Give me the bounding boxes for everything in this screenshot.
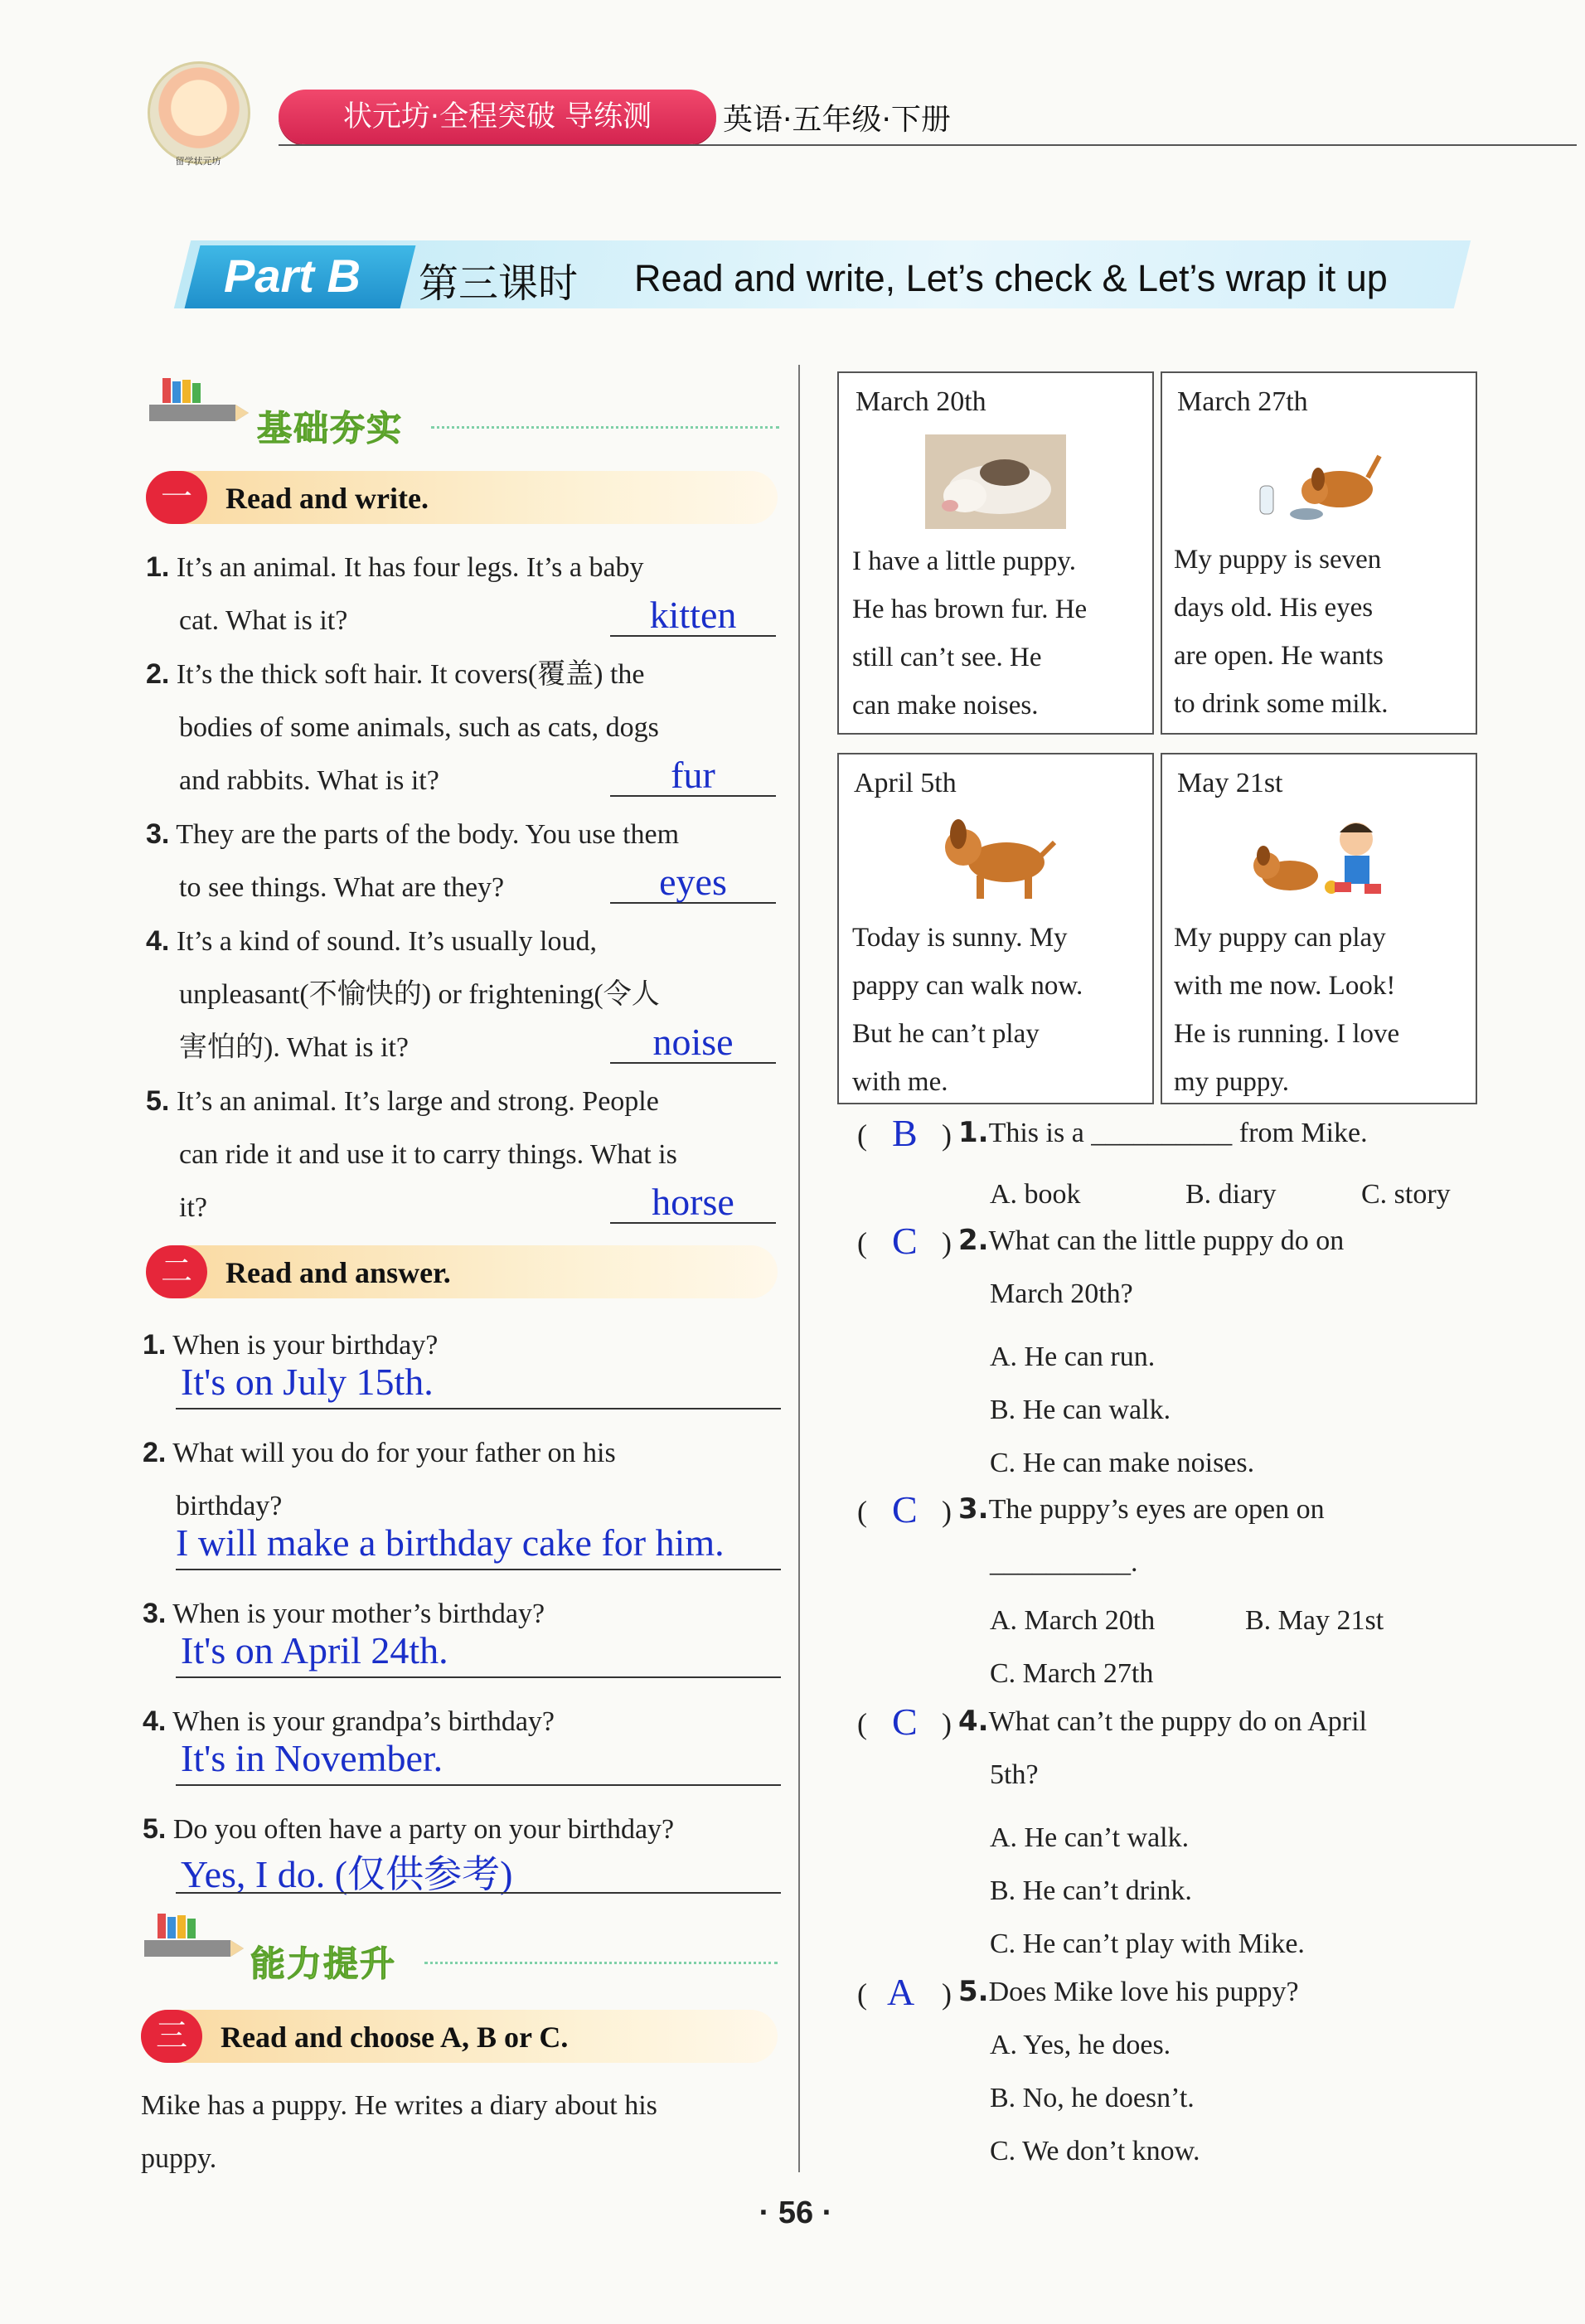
mc-answer-1: B (892, 1112, 918, 1154)
mc-answer-2: C (892, 1220, 918, 1262)
question-5: 5. Do you often have a party on your birthday? Yes, I do. (仅供参考) (143, 1802, 781, 1910)
diary-text: I have a little puppy. He has brown fur. He still can’t see. He can make noises. (852, 546, 1088, 720)
mc-option: B. May 21st (1245, 1605, 1384, 1636)
mc-option: C. March 27th (990, 1658, 1154, 1689)
mc-option: A. He can run. (990, 1342, 1156, 1372)
diary-text: My puppy can play with me now. Look! He is running. I love my puppy. (1174, 923, 1400, 1097)
section3-number: 三 (141, 2010, 202, 2063)
question-4: 4. When is your grandpa’s birthday? It's in November. (143, 1695, 781, 1802)
answer-5: horse (652, 1181, 734, 1223)
newborn-puppy-photo (925, 434, 1066, 529)
answer-3: eyes (659, 861, 727, 903)
mc-option: A. He can’t walk. (990, 1822, 1190, 1853)
diary-date: April 5th (854, 768, 957, 798)
mc-option: A. Yes, he does. (990, 2030, 1171, 2060)
publisher-logo (148, 61, 250, 164)
question-1: 1. It’s an animal. It has four legs. It’s a baby cat. What is it? kitten (146, 541, 781, 648)
stage-basic-heading: 基础夯实 (257, 408, 404, 449)
stage-advanced-heading: 能力提升 (250, 1943, 397, 1984)
question-2: 2. It’s the thick soft hair. It covers(覆盖) the bodies of some animals, such as cats, dogs and rabbits. What is it? fur (146, 648, 781, 808)
diary-card-4 (1161, 753, 1477, 1104)
question-5: 5. It’s an animal. It’s large and strong. People can ride it and use it to carry things. What is it? horse (146, 1075, 781, 1235)
mc-answer-5: A (887, 1971, 915, 2013)
mc-answer-3: C (892, 1488, 918, 1531)
section1-title: Read and write. (225, 482, 429, 515)
mc-option: B. No, he doesn’t. (990, 2083, 1195, 2113)
written-answer-5: Yes, I do. (仅供参考) (181, 1853, 513, 1895)
stage-dots (424, 1962, 778, 1964)
diary-text: My puppy is seven days old. His eyes are open. He wants to drink some milk. (1174, 545, 1389, 719)
answer-4: noise (652, 1021, 734, 1063)
answer-line (176, 1569, 781, 1570)
diary-card-2 (1161, 371, 1477, 735)
lesson-title-cn: 第三课时 (419, 260, 579, 307)
header-rule (279, 144, 1577, 146)
diary-date: May 21st (1177, 768, 1283, 798)
answer-line (176, 1892, 781, 1894)
diary-card-3 (837, 753, 1154, 1104)
pencil-books-icon (146, 371, 252, 425)
section1-questions (146, 541, 781, 1235)
question-1: 1. When is your birthday? It's on July 15th. (143, 1318, 781, 1426)
logo-caption: 留学状元坊 (175, 156, 221, 167)
written-answer-1: It's on July 15th. (181, 1361, 434, 1403)
section2-number: 二 (146, 1245, 207, 1298)
mc-option: A. book (990, 1179, 1081, 1210)
answer-1: kitten (649, 594, 737, 636)
stage-dots (431, 426, 779, 429)
subject-label: 英语·五年级·下册 (723, 103, 951, 137)
written-answer-4: It's in November. (181, 1737, 444, 1779)
diary-text: Today is sunny. My pappy can walk now. But he can’t play with me. (852, 923, 1083, 1097)
section3-title: Read and choose A, B or C. (221, 2021, 569, 2054)
section2-questions (143, 1318, 781, 1910)
section3-intro: Mike has a puppy. He writes a diary about his puppy. (141, 2090, 657, 2174)
mc-option: B. He can’t drink. (990, 1875, 1192, 1906)
puppy-walking-illustration (933, 814, 1058, 905)
part-label: Part B (224, 250, 361, 302)
page-number: · 56 · (759, 2195, 833, 2230)
series-banner: 状元坊·全程突破 导练测 (279, 90, 716, 144)
mc-option: C. He can’t play with Mike. (990, 1929, 1305, 1959)
lesson-title-en: Read and write, Let’s check & Let’s wrap it up (634, 257, 1388, 299)
question-4: 4. It’s a kind of sound. It’s usually loud, unpleasant(不愉快的) or frightening(令人 害怕的). What is it? noise (146, 915, 781, 1075)
written-answer-2: I will make a birthday cake for him. (176, 1521, 725, 1564)
pencil-books-icon (141, 1907, 247, 1960)
answer-line (176, 1408, 781, 1409)
question-2: 2. What will you do for your father on his birthday? I will make a birthday cake for him. (143, 1426, 781, 1587)
written-answer-3: It's on April 24th. (181, 1629, 448, 1671)
answer-line (176, 1784, 781, 1786)
mc-option: B. diary (1185, 1179, 1277, 1210)
question-3: 3. When is your mother’s birthday? It's on April 24th. (143, 1587, 781, 1695)
mc-answer-4: C (892, 1701, 918, 1743)
diary-date: March 20th (856, 386, 986, 417)
section1-number: 一 (146, 471, 207, 524)
answer-2: fur (671, 754, 715, 796)
mc-option: C. He can make noises. (990, 1448, 1255, 1478)
boy-playing-with-puppy-illustration (1248, 814, 1398, 905)
diary-date: March 27th (1177, 386, 1308, 417)
mc-option: B. He can walk. (990, 1395, 1171, 1425)
mc-option: C. We don’t know. (990, 2136, 1200, 2166)
answer-line (176, 1676, 781, 1678)
question-3: 3. They are the parts of the body. You use them to see things. What are they? eyes (146, 808, 781, 915)
column-divider (798, 365, 800, 2172)
section2-title: Read and answer. (225, 1256, 451, 1289)
puppy-drinking-illustration (1253, 431, 1386, 527)
diary-card-1 (837, 371, 1154, 735)
mc-option: C. story (1361, 1179, 1451, 1210)
mc-option: A. March 20th (990, 1605, 1156, 1636)
